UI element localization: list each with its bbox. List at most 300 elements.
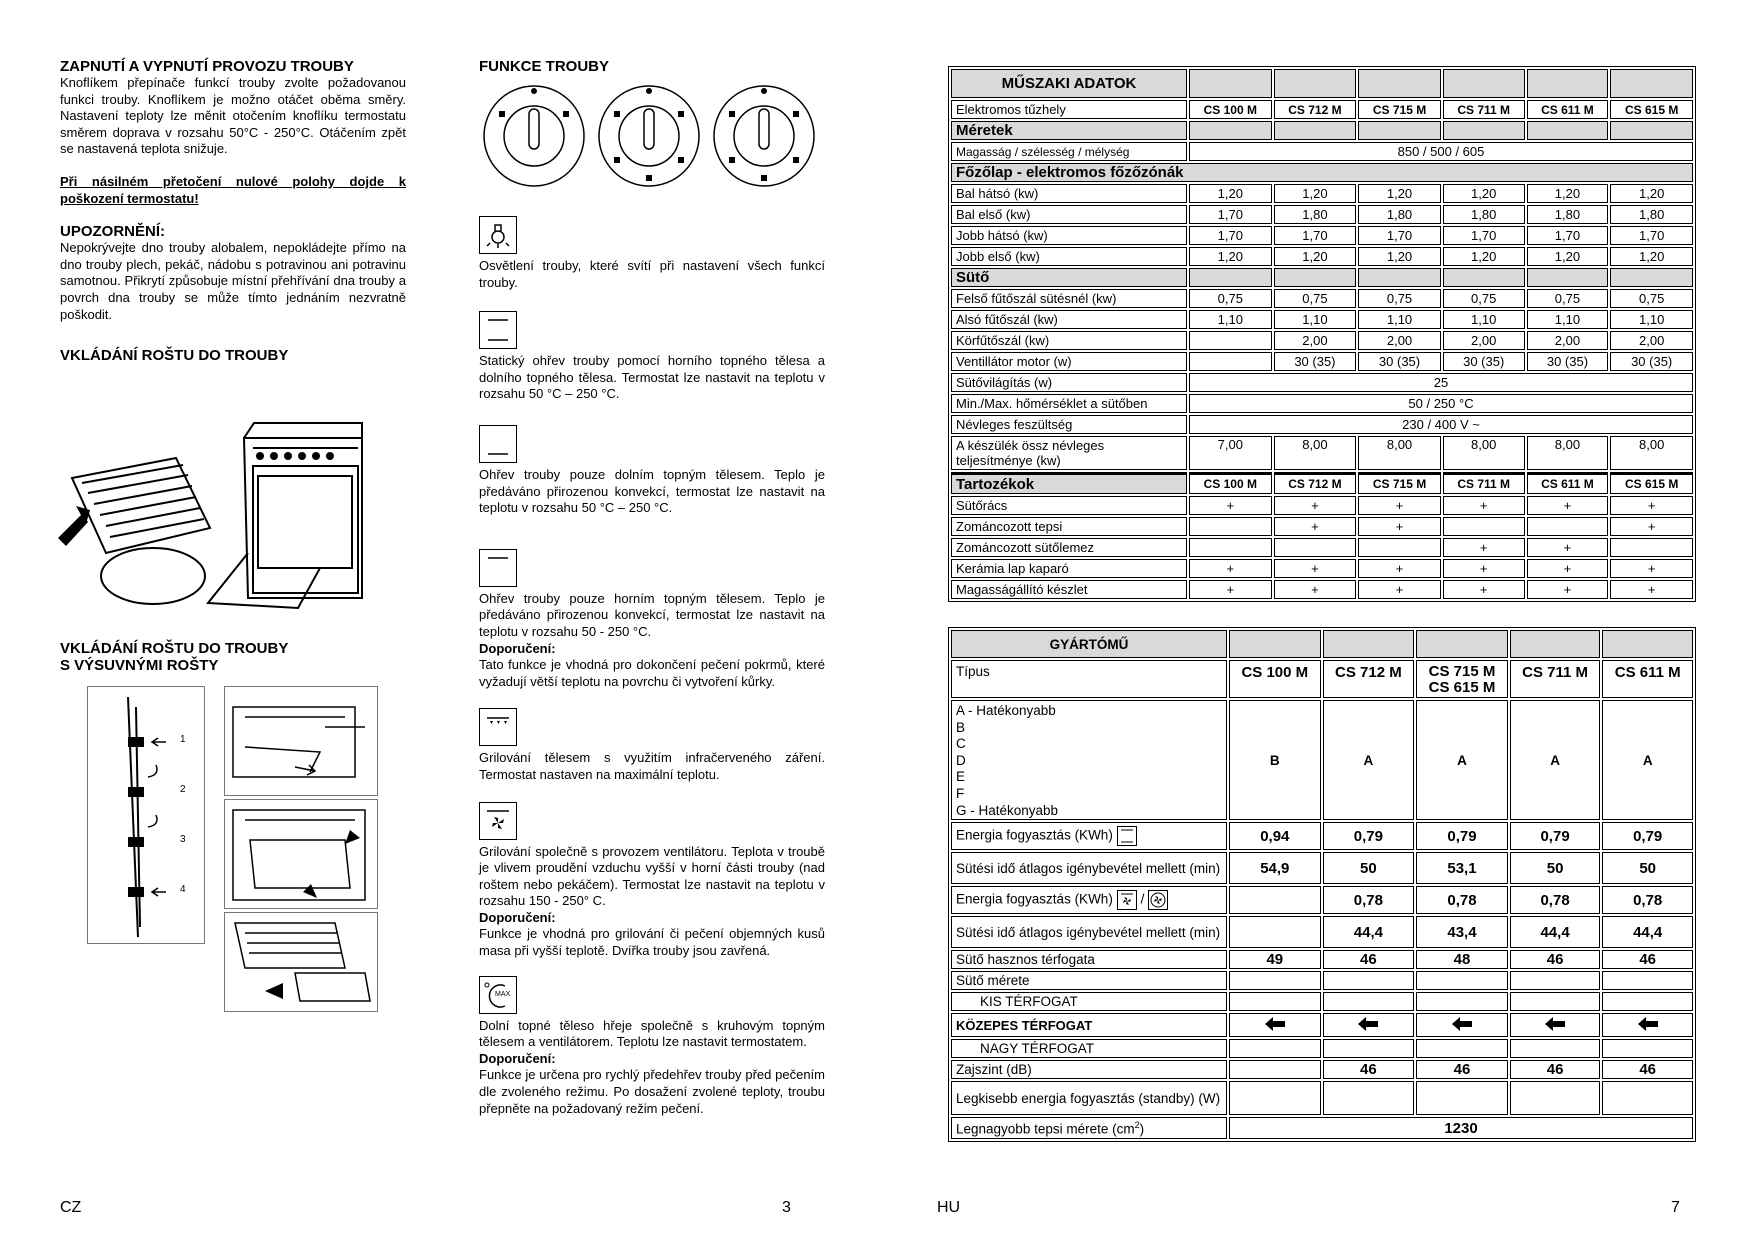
table-row xyxy=(951,1039,1693,1058)
row-value xyxy=(1229,1060,1321,1079)
row-value: 1230 xyxy=(1229,1117,1693,1139)
row-value: 0,79 xyxy=(1510,822,1601,850)
row-value: 30 (35) xyxy=(1527,352,1609,371)
recommendation-label: Doporučení: xyxy=(479,909,556,925)
fan-top-heat-drawing xyxy=(1118,891,1136,909)
row-value: 2,00 xyxy=(1274,331,1357,350)
empty-cell xyxy=(1229,1039,1321,1058)
row-value: 1,20 xyxy=(1610,247,1693,266)
rail-label: 4 xyxy=(180,884,186,895)
row-label: Bal hátsó (kw) xyxy=(951,184,1187,203)
row-value: 1,80 xyxy=(1610,205,1693,224)
row-value: 46 xyxy=(1416,1060,1508,1079)
row-label-cell xyxy=(951,822,1227,850)
footer-page-number: 3 xyxy=(782,1199,791,1216)
row-value: 1,80 xyxy=(1358,205,1441,224)
empty-cell xyxy=(1229,992,1321,1011)
section-row xyxy=(951,268,1693,287)
section-title: UPOZORNĚNÍ: xyxy=(60,223,165,241)
row-value: 1,10 xyxy=(1189,310,1272,329)
row-value: 50 xyxy=(1510,852,1601,884)
row-label: Min./Max. hőmérséklet a sütőben xyxy=(951,394,1187,413)
table-row xyxy=(951,205,1693,224)
section-cell xyxy=(1610,268,1693,287)
accessory-mark: + xyxy=(1527,496,1609,515)
function-description: Statický ohřev trouby pomocí horního topného tělesa a dolního topného tělesa. Termostat lze nastavit na teplotu v rozsahu 50 °C – 250 °C. xyxy=(479,353,825,402)
table-row xyxy=(951,916,1693,948)
section-label: Tartozékok xyxy=(951,472,1187,494)
table-row xyxy=(951,436,1693,470)
tech-data-table-wrap xyxy=(948,66,1696,602)
accessory-mark: + xyxy=(1443,538,1525,557)
bottom-heat-drawing xyxy=(483,429,513,459)
table-row xyxy=(951,1081,1693,1115)
header-cell xyxy=(1443,69,1525,98)
accessory-mark: + xyxy=(1527,559,1609,578)
row-label: Energia fogyasztás (KWh) xyxy=(956,891,1113,907)
row-label: Zajszint (dB) xyxy=(951,1060,1227,1079)
scale-item: D xyxy=(956,752,966,768)
scale-item: B xyxy=(956,719,966,735)
model-header: CS 715 M xyxy=(1358,472,1441,494)
table-title: GYÁRTÓMŰ xyxy=(951,630,1227,658)
model-header: CS 615 M xyxy=(1428,679,1496,696)
header-cell xyxy=(1189,69,1272,98)
row-value: 44,4 xyxy=(1323,916,1415,948)
top-heat-icon xyxy=(479,549,517,587)
row-value: 44,4 xyxy=(1510,916,1601,948)
empty-cell xyxy=(1229,1081,1321,1115)
efficiency-class: A xyxy=(1602,700,1693,820)
function-description: Ohřev trouby pouze horním topným tělesem. Teplo je předáváno přirozenou konvekcí, termostat lze nastavit na teplotu v rozsahu 50 - 250 °C. xyxy=(479,590,825,639)
empty-cell xyxy=(1510,1039,1601,1058)
row-value: 0,79 xyxy=(1323,822,1415,850)
efficiency-scale xyxy=(951,700,1227,820)
row-value: 25 xyxy=(1189,373,1693,392)
row-value: 0,78 xyxy=(1416,886,1508,914)
manufacturer-table xyxy=(948,627,1696,1142)
size-marker xyxy=(1510,1013,1601,1037)
row-value: 8,00 xyxy=(1610,436,1693,470)
model-header: CS 711 M xyxy=(1443,100,1525,119)
row-label-cell xyxy=(951,886,1227,914)
model-header: CS 100 M xyxy=(1189,472,1272,494)
lamp-icon-drawing xyxy=(485,221,511,249)
header-cell xyxy=(1527,69,1609,98)
header-cell xyxy=(1510,630,1601,658)
rail-photo-1 xyxy=(224,686,378,796)
accessory-mark: + xyxy=(1189,496,1272,515)
recommendation-label: Doporučení: xyxy=(479,1050,556,1066)
table-row xyxy=(951,310,1693,329)
row-label: Típus xyxy=(951,660,1227,698)
arrow-left-icon xyxy=(1358,1017,1378,1031)
row-label: Körfűtőszál (kw) xyxy=(951,331,1187,350)
scale-item: A - Hatékonyabb xyxy=(956,703,1056,718)
function-description: Ohřev trouby pouze dolním topným tělesem. Teplo je předáváno přirozenou konvekcí, termostat lze nastavit na teplotu v rozsahu 50 °C – 250 °C. xyxy=(479,466,825,516)
empty-cell xyxy=(1416,971,1508,990)
icon-separator: / xyxy=(1140,891,1145,907)
arrow-left-icon xyxy=(1638,1017,1658,1031)
row-value: 1,80 xyxy=(1527,205,1609,224)
section-cell xyxy=(1358,121,1441,140)
row-value xyxy=(1189,352,1272,371)
row-value: 1,10 xyxy=(1443,310,1525,329)
grill-fan-drawing xyxy=(483,806,513,836)
model-header: CS 611 M xyxy=(1602,660,1693,698)
knob-dials-illustration xyxy=(479,81,819,191)
table-row xyxy=(951,559,1693,578)
row-value: 0,75 xyxy=(1358,289,1441,308)
row-label: Legnagyobb tepsi mérete (cm xyxy=(956,1121,1135,1137)
table-header-row xyxy=(951,69,1693,98)
row-label: KIS TÉRFOGAT xyxy=(951,992,1227,1011)
section-row xyxy=(951,121,1693,140)
table-row xyxy=(951,226,1693,245)
accessory-mark: + xyxy=(1443,580,1525,599)
row-value: 1,20 xyxy=(1527,184,1609,203)
accessory-mark: + xyxy=(1274,496,1357,515)
row-value: 30 (35) xyxy=(1610,352,1693,371)
accessory-mark: + xyxy=(1527,538,1609,557)
row-label: Magasságállító készlet xyxy=(951,580,1187,599)
rails-diagram xyxy=(87,686,205,944)
accessory-mark xyxy=(1274,538,1357,557)
row-label: Zománcozott tepsi xyxy=(951,517,1187,536)
accessory-mark: + xyxy=(1189,559,1272,578)
row-value: 46 xyxy=(1602,1060,1693,1079)
row-value: 1,10 xyxy=(1527,310,1609,329)
table-row xyxy=(951,373,1693,392)
section-title: VKLÁDÁNÍ ROŠTU DO TROUBY xyxy=(60,347,289,365)
row-label: Sütési idő átlagos igénybevétel mellett (min) xyxy=(951,852,1227,884)
row-value: 0,75 xyxy=(1189,289,1272,308)
rail-photo-2-drawing xyxy=(225,800,377,908)
page-hu xyxy=(877,0,1754,1240)
accessory-mark: + xyxy=(1358,580,1441,599)
row-value: 49 xyxy=(1229,950,1321,969)
section-cell xyxy=(1443,121,1525,140)
table-row xyxy=(951,247,1693,266)
header-cell xyxy=(1229,630,1321,658)
function-description: Osvětlení trouby, které svítí při nastavení všech funkcí trouby. xyxy=(479,258,825,290)
efficiency-class: A xyxy=(1323,700,1415,820)
table-row xyxy=(951,822,1693,850)
recommendation-label: Doporučení: xyxy=(479,640,556,656)
rail-label: 1 xyxy=(180,734,186,745)
accessory-mark xyxy=(1527,517,1609,536)
accessory-mark: + xyxy=(1610,580,1693,599)
arrow-left-icon xyxy=(1452,1017,1472,1031)
model-header: CS 611 M xyxy=(1527,472,1609,494)
model-header: CS 100 M xyxy=(1189,100,1272,119)
table-row xyxy=(951,289,1693,308)
grill-icon xyxy=(479,708,517,746)
row-label: Zománcozott sütőlemez xyxy=(951,538,1187,557)
section-label: Főzőlap - elektromos főzőzónák xyxy=(951,163,1693,182)
row-value: 850 / 500 / 605 xyxy=(1189,142,1693,161)
table-row xyxy=(951,992,1693,1011)
size-marker xyxy=(1323,1013,1415,1037)
table-row xyxy=(951,415,1693,434)
section-cell xyxy=(1358,268,1441,287)
footer-language: HU xyxy=(937,1199,961,1216)
row-label: Sütő mérete xyxy=(951,971,1227,990)
row-value xyxy=(1229,886,1321,914)
empty-cell xyxy=(1510,992,1601,1011)
row-value: 0,78 xyxy=(1323,886,1415,914)
table-row xyxy=(951,1117,1693,1139)
rail-photo-2 xyxy=(224,799,378,909)
accessory-mark: + xyxy=(1274,580,1357,599)
section-row xyxy=(951,163,1693,182)
row-value: 0,79 xyxy=(1602,822,1693,850)
model-header: CS 712 M xyxy=(1323,660,1415,698)
accessory-mark xyxy=(1443,517,1525,536)
rail-photo-3-drawing xyxy=(225,913,377,1011)
efficiency-class: A xyxy=(1510,700,1601,820)
accessory-mark: + xyxy=(1527,580,1609,599)
row-value: 0,78 xyxy=(1510,886,1601,914)
row-value: 7,00 xyxy=(1189,436,1272,470)
scale-item: C xyxy=(956,736,966,752)
row-value: 0,75 xyxy=(1443,289,1525,308)
superscript: 2 xyxy=(1134,1119,1140,1130)
top-bottom-heat-icon xyxy=(479,311,517,349)
row-label: A készülék össz névleges teljesítménye (kw) xyxy=(951,436,1187,470)
model-header: CS 611 M xyxy=(1527,100,1609,119)
section-cell xyxy=(1189,268,1272,287)
empty-cell xyxy=(1416,992,1508,1011)
row-value: 1,10 xyxy=(1358,310,1441,329)
accessory-mark: + xyxy=(1610,517,1693,536)
table-row xyxy=(951,142,1693,161)
stove-rack-illustration xyxy=(58,418,368,618)
empty-cell xyxy=(1323,971,1415,990)
table-row xyxy=(951,517,1693,536)
row-value: 0,75 xyxy=(1527,289,1609,308)
recommendation-text: Funkce je určena pro rychlý předehřev trouby před pečením dle zvoleného režimu. Po dosažení zvolené teploty, troubu přepněte na požadovaný režim pečení. xyxy=(479,1067,825,1116)
row-value: 1,20 xyxy=(1274,247,1357,266)
bottom-heat-icon xyxy=(479,425,517,463)
table-row xyxy=(951,660,1693,698)
row-label: Felső fűtőszál sütésnél (kw) xyxy=(951,289,1187,308)
table-row xyxy=(951,352,1693,371)
function-description: Grilování společně s provozem ventilátoru. Teplota v troubě je vlivem proudění vzduchu vyšší v horní části trouby (nad roštem nebo pekáčem). Termostat lze nastavit na teplotu v rozsahu 150 - 250° C. xyxy=(479,843,825,909)
top-bottom-heat-drawing xyxy=(483,315,513,345)
row-label: Jobb első (kw) xyxy=(951,247,1187,266)
model-header: CS 711 M xyxy=(1443,472,1525,494)
empty-cell xyxy=(1416,1039,1508,1058)
scale-item: E xyxy=(956,769,966,785)
section-cell xyxy=(1189,121,1272,140)
row-value: 1,70 xyxy=(1527,226,1609,245)
section-cell xyxy=(1274,121,1357,140)
fan-drawing xyxy=(1149,891,1167,909)
rail-label: 3 xyxy=(180,834,186,845)
row-value: 1,70 xyxy=(1358,226,1441,245)
header-cell xyxy=(1323,630,1415,658)
row-value: 30 (35) xyxy=(1274,352,1357,371)
table-row xyxy=(951,1013,1693,1037)
size-marker xyxy=(1602,1013,1693,1037)
row-value: 48 xyxy=(1416,950,1508,969)
row-value xyxy=(1229,916,1321,948)
accessory-mark: + xyxy=(1443,559,1525,578)
functions-column xyxy=(479,58,825,1117)
row-value: 1,20 xyxy=(1189,247,1272,266)
header-cell xyxy=(1416,630,1508,658)
tech-data-table xyxy=(948,66,1696,602)
section-text: Nepokrývejte dno trouby alobalem, nepokládejte přímo na dno trouby plech, pekáč, nádobu s potravinou ani potravinu samotnou. Přikrytí způsobuje místní přehřívání dna trouby a povrch dna trouby se může tímto jednáním nezvratně poškodit. xyxy=(60,240,406,322)
section-cell xyxy=(1610,121,1693,140)
row-label: Sütő hasznos térfogata xyxy=(951,950,1227,969)
row-value: 53,1 xyxy=(1416,852,1508,884)
recommendation-text: Funkce je vhodná pro grilování či pečení objemných kusů masa při vyšší teplotě. Dvířka trouby jsou zavřená. xyxy=(479,926,825,959)
row-value: 1,20 xyxy=(1527,247,1609,266)
accessory-mark: + xyxy=(1358,517,1441,536)
row-value: 0,79 xyxy=(1416,822,1508,850)
hob-rows xyxy=(951,184,1693,266)
row-label: Sütővilágítás (w) xyxy=(951,373,1187,392)
section-row xyxy=(951,472,1693,494)
rail-photo-1-drawing xyxy=(225,687,377,795)
row-value: 54,9 xyxy=(1229,852,1321,884)
row-value: 46 xyxy=(1510,950,1601,969)
section-cell xyxy=(1443,268,1525,287)
header-cell xyxy=(1610,69,1693,98)
row-value: 1,70 xyxy=(1274,226,1357,245)
row-value: 1,80 xyxy=(1443,205,1525,224)
section-title: FUNKCE TROUBY xyxy=(479,58,609,75)
efficiency-class: B xyxy=(1229,700,1321,820)
table-header-row xyxy=(951,630,1693,658)
accessory-mark xyxy=(1610,538,1693,557)
row-value: 8,00 xyxy=(1274,436,1357,470)
row-value: 46 xyxy=(1323,950,1415,969)
row-value: 50 xyxy=(1602,852,1693,884)
header-cell xyxy=(1358,69,1441,98)
row-value: 50 / 250 °C xyxy=(1189,394,1693,413)
accessory-mark xyxy=(1189,517,1272,536)
empty-cell xyxy=(1323,1081,1415,1115)
row-label: Magasság / szélesség / mélység xyxy=(951,142,1187,161)
row-label: Bal első (kw) xyxy=(951,205,1187,224)
function-description: Dolní topné těleso hřeje společně s kruhovým topným tělesem a ventilátorem. Teplotu lze nastavit termostatem. xyxy=(479,1017,825,1050)
row-value: 1,20 xyxy=(1358,247,1441,266)
row-value: 0,78 xyxy=(1602,886,1693,914)
model-header: CS 711 M xyxy=(1510,660,1601,698)
section-label: Méretek xyxy=(951,121,1187,140)
accessory-mark: + xyxy=(1358,496,1441,515)
accessory-mark: + xyxy=(1274,517,1357,536)
empty-cell xyxy=(1510,1081,1601,1115)
empty-cell xyxy=(1229,971,1321,990)
row-value: 1,70 xyxy=(1189,226,1272,245)
table-row xyxy=(951,886,1693,914)
table-row xyxy=(951,1060,1693,1079)
empty-cell xyxy=(1602,1039,1693,1058)
table-row xyxy=(951,331,1693,350)
left-column-bottom xyxy=(60,640,406,674)
table-row xyxy=(951,100,1693,119)
manufacturer-table-wrap xyxy=(948,627,1696,1142)
model-header: CS 615 M xyxy=(1610,100,1693,119)
arrow-left-icon xyxy=(1265,1017,1285,1031)
row-label: KÖZEPES TÉRFOGAT xyxy=(951,1013,1227,1037)
row-label: Alsó fűtőszál (kw) xyxy=(951,310,1187,329)
table-row xyxy=(951,852,1693,884)
empty-cell xyxy=(1323,992,1415,1011)
empty-cell xyxy=(1602,971,1693,990)
row-value: 1,10 xyxy=(1610,310,1693,329)
row-value: 0,75 xyxy=(1274,289,1357,308)
row-value: 8,00 xyxy=(1443,436,1525,470)
empty-cell xyxy=(1416,1081,1508,1115)
footer-page-number: 7 xyxy=(1671,1199,1680,1216)
empty-cell xyxy=(1510,971,1601,990)
section-label: Sütő xyxy=(951,268,1187,287)
table-row xyxy=(951,971,1693,990)
model-header: CS 712 M xyxy=(1274,100,1357,119)
table-title: MŰSZAKI ADATOK xyxy=(951,69,1187,98)
accessory-mark: + xyxy=(1610,496,1693,515)
section-cell xyxy=(1527,268,1609,287)
section-title: S VÝSUVNÝMI ROŠTY xyxy=(60,657,219,674)
row-value: 2,00 xyxy=(1610,331,1693,350)
fan-icon xyxy=(1148,890,1168,910)
grill-fan-icon xyxy=(479,802,517,840)
header-cell xyxy=(1602,630,1693,658)
row-label: Legkisebb energia fogyasztás (standby) (W) xyxy=(951,1081,1227,1115)
model-header-pair xyxy=(1416,660,1508,698)
empty-cell xyxy=(1602,1081,1693,1115)
row-value xyxy=(1189,331,1272,350)
row-value: 46 xyxy=(1510,1060,1601,1079)
row-label: Elektromos tűzhely xyxy=(951,100,1187,119)
row-value: 8,00 xyxy=(1527,436,1609,470)
rail-photo-3 xyxy=(224,912,378,1012)
row-value: 30 (35) xyxy=(1443,352,1525,371)
accessory-mark xyxy=(1189,538,1272,557)
row-value: 0,75 xyxy=(1610,289,1693,308)
row-value: 1,70 xyxy=(1610,226,1693,245)
model-header: CS 100 M xyxy=(1229,660,1321,698)
top-bottom-heat-drawing xyxy=(1118,827,1136,845)
rails-drawing xyxy=(88,687,204,943)
max-label: MAX xyxy=(495,990,511,998)
model-header: CS 712 M xyxy=(1274,472,1357,494)
table-row xyxy=(951,394,1693,413)
oven-rows xyxy=(951,289,1693,371)
row-value: 50 xyxy=(1323,852,1415,884)
table-row xyxy=(951,538,1693,557)
row-label: Ventillátor motor (w) xyxy=(951,352,1187,371)
row-value: 43,4 xyxy=(1416,916,1508,948)
model-header: CS 615 M xyxy=(1610,472,1693,494)
row-value: 1,20 xyxy=(1189,184,1272,203)
row-value: 1,80 xyxy=(1274,205,1357,224)
row-label: Névleges feszültség xyxy=(951,415,1187,434)
table-row xyxy=(951,950,1693,969)
model-header: CS 715 M xyxy=(1358,100,1441,119)
row-label: Sütési idő átlagos igénybevétel mellett (min) xyxy=(951,916,1227,948)
row-value: 1,20 xyxy=(1358,184,1441,203)
accessory-mark: + xyxy=(1358,559,1441,578)
row-label-close: ) xyxy=(1139,1121,1145,1137)
scale-item: G - Hatékonyabb xyxy=(956,802,1059,818)
row-value: 46 xyxy=(1602,950,1693,969)
